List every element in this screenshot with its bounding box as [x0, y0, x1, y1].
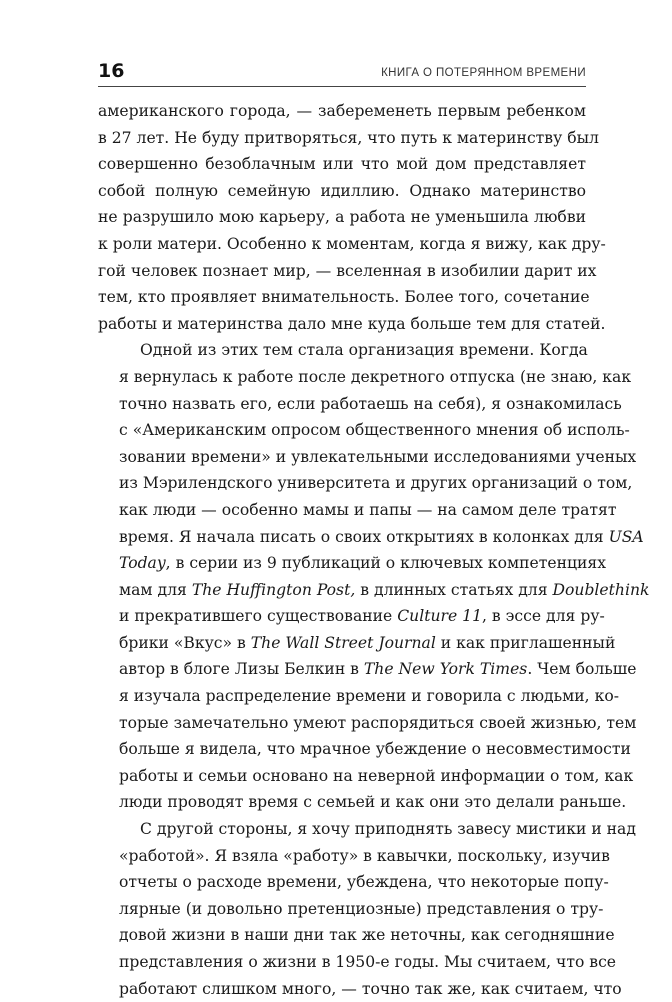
- text-line: [98, 311, 606, 338]
- text-run: к роли матери. Особенно к моментам, когда я вижу, как дру-: [98, 234, 606, 253]
- text-run: брики «Вкус» в: [119, 633, 251, 652]
- text-line: [98, 603, 605, 630]
- text-line: [98, 550, 607, 577]
- text-run: зовании времени» и увлекательными исследованиями ученых: [119, 447, 637, 466]
- running-header: [98, 58, 586, 87]
- text-run: как люди — особенно мамы и папы — на самом деле тратят: [119, 500, 617, 519]
- text-line: [98, 843, 610, 870]
- text-line: [98, 976, 622, 1002]
- text-run: и как приглашенный: [435, 633, 616, 652]
- text-line: [98, 444, 637, 471]
- text-run: мам для: [119, 580, 192, 599]
- text-run: лярные (и довольно претенциозные) представления о тру-: [119, 899, 604, 918]
- italic-title: The New York Times: [363, 660, 528, 679]
- text-run: тем, кто проявляет внимательность. Более того, сочетание: [98, 288, 590, 307]
- text-run: люди проводят время с семьей и как они это делали раньше.: [119, 793, 627, 812]
- text-line: [98, 151, 586, 178]
- text-run: не разрушило мою карьеру, а работа не уменьшила любви: [98, 208, 586, 227]
- text-line: [98, 337, 586, 364]
- text-run: я изучала распределение времени и говорила с людьми, ко-: [119, 687, 619, 706]
- text-run: гой человек познает мир, — вселенная в изобилии дарит их: [98, 261, 597, 280]
- text-line: [98, 736, 631, 763]
- text-run: время. Я начала писать о своих открытиях в колонках для: [119, 527, 609, 546]
- text-line: [98, 284, 590, 311]
- text-line: [98, 789, 627, 816]
- text-line: [98, 524, 644, 551]
- text-line: [98, 630, 616, 657]
- italic-title: Doublethink: [552, 580, 650, 599]
- text-line: [98, 816, 636, 843]
- italic-title: USA: [608, 527, 644, 546]
- text-run: отчеты о расходе времени, убеждена, что некоторые попу-: [119, 873, 609, 892]
- text-run: торые замечательно умеют распорядиться своей жизнью, тем: [119, 713, 637, 732]
- text-line: [98, 470, 633, 497]
- text-line: [98, 391, 622, 418]
- text-run: представления о жизни в 1950-е годы. Мы считаем, что все: [119, 953, 617, 971]
- text-run: американского города, — забеременеть первым ребенком: [98, 102, 586, 120]
- text-run: . Чем больше: [527, 660, 637, 679]
- text-run: собой полную семейную идиллию. Однако материнство: [98, 181, 586, 200]
- page-number: 16: [98, 60, 125, 82]
- text-line: [98, 417, 630, 444]
- text-run: работы и материнства дало мне куда больше тем для статей.: [98, 314, 606, 333]
- text-run: с «Американским опросом общественного мнения об исполь-: [119, 421, 630, 440]
- text-run: я вернулась к работе после декретного отпуска (не знаю, как: [119, 367, 632, 386]
- text-line: [98, 922, 615, 949]
- italic-title: Culture 11: [397, 607, 482, 626]
- book-title: КНИГА О ПОТЕРЯННОМ ВРЕМЕНИ: [381, 67, 586, 79]
- text-line: [98, 683, 619, 710]
- text-run: из Мэрилендского университета и других организаций о том,: [119, 474, 633, 493]
- text-run: автор в блоге Лизы Белкин в: [119, 660, 364, 679]
- text-line: [98, 763, 634, 790]
- text-run: в 27 лет. Не буду притворяться, что путь к материнству был: [98, 128, 599, 147]
- text-line: [98, 98, 586, 125]
- text-run: и прекратившего существование: [119, 607, 398, 626]
- text-run: «работой». Я взяла «работу» в кавычки, поскольку, изучив: [119, 846, 610, 865]
- body-text: [98, 98, 650, 1002]
- paragraph: [98, 816, 636, 1002]
- text-line: [98, 258, 597, 285]
- text-run: в длинных статьях для: [355, 580, 553, 599]
- text-line: [98, 178, 586, 205]
- paragraph: [98, 98, 606, 337]
- text-line: [98, 231, 606, 258]
- italic-title: The Wall Street Journal: [250, 633, 436, 652]
- text-line: [98, 710, 637, 737]
- text-run: работают слишком много, — точно так же, как считаем, что: [119, 979, 622, 998]
- text-run: Одной из этих тем стала организация времени. Когда: [140, 341, 588, 360]
- italic-title: Today: [119, 554, 166, 573]
- text-run: , в эссе для ру-: [482, 607, 605, 626]
- text-run: С другой стороны, я хочу приподнять завесу мистики и над: [140, 820, 636, 839]
- italic-title: The Huffington Post,: [191, 580, 356, 599]
- text-line: [98, 896, 604, 923]
- text-line: [98, 204, 586, 231]
- text-line: [98, 869, 609, 896]
- text-line: [98, 577, 650, 604]
- text-run: совершенно безоблачным или что мой дом представляет: [98, 155, 586, 174]
- text-run: работы и семьи основано на неверной информации о том, как: [119, 766, 634, 785]
- text-line: [98, 949, 617, 976]
- text-run: довой жизни в наши дни так же неточны, как сегодняшние: [119, 926, 615, 945]
- paragraph: [98, 337, 650, 816]
- text-run: больше я видела, что мрачное убеждение о несовместимости: [119, 740, 631, 759]
- text-run: точно назвать его, если работаешь на себя), я ознакомилась: [119, 394, 622, 413]
- text-line: [98, 497, 617, 524]
- text-line: [98, 656, 637, 683]
- text-run: , в серии из 9 публикаций о ключевых компетенциях: [165, 554, 607, 573]
- text-line: [98, 364, 632, 391]
- text-line: [98, 125, 599, 152]
